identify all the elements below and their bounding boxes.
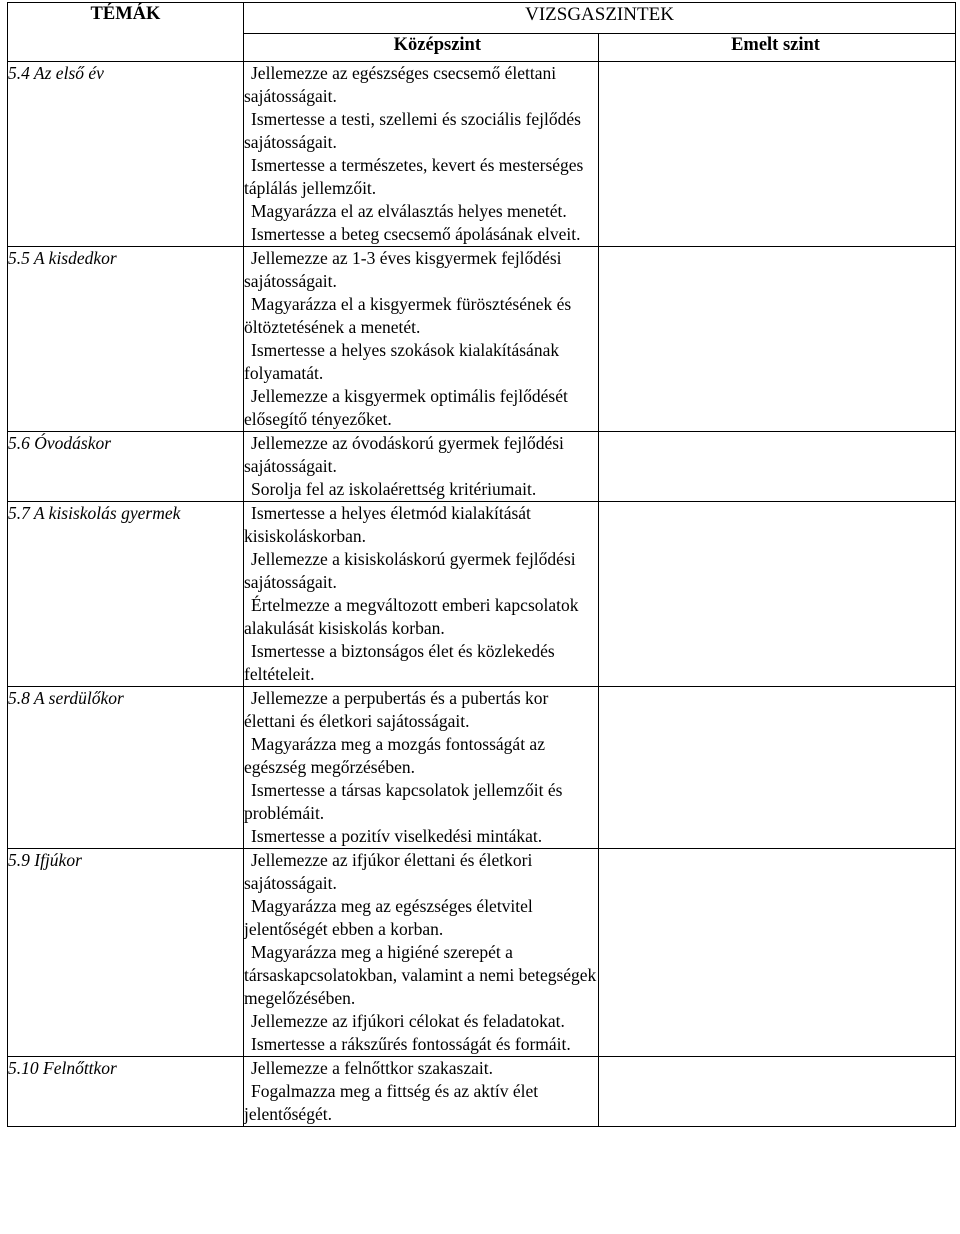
table-row [8,247,956,432]
topics-header-spacer [8,34,244,62]
middle-level-cell [244,849,599,1057]
requirement-item: Jellemezze az ifjúkori célokat és feladatokat. [251,1011,565,1031]
requirement-item: Jellemezze az 1-3 éves kisgyermek fejlődési sajátosságait. [244,248,562,291]
requirement-item: Sorolja fel az iskolaérettség kritériumait. [251,479,537,499]
advanced-level-cell [599,849,956,1057]
table-row [8,1057,956,1127]
advanced-level-cell [599,247,956,432]
requirement-item: Ismertesse a helyes szokások kialakításának folyamatát. [244,340,560,383]
topic-cell: 5.7 A kisiskolás gyermek [8,502,244,687]
requirement-item: Magyarázza meg az egészséges életvitel jelentőségét ebben a korban. [244,896,533,939]
requirement-item: Ismertesse a társas kapcsolatok jellemzőit és problémáit. [244,780,563,823]
table-row [8,687,956,849]
advanced-level-cell [599,432,956,502]
requirement-item: Ismertesse a biztonságos élet és közlekedés feltételeit. [244,641,555,684]
topic-cell: 5.9 Ifjúkor [8,849,244,1057]
topics-header: TÉMÁK [8,3,244,34]
requirement-item: Magyarázza meg a higiéné szerepét a társaskapcsolatokban, valamint a nemi betegségek megelőzésében. [244,942,597,1008]
requirement-item: Ismertesse a rákszűrés fontosságát és formáit. [251,1034,571,1054]
middle-level-cell [244,62,599,247]
advanced-level-cell [599,687,956,849]
requirement-item: Ismertesse a helyes életmód kialakítását kisiskoláskorban. [244,503,531,546]
topic-cell: 5.4 Az első év [8,62,244,247]
requirement-item: Ismertesse a természetes, kevert és mesterséges táplálás jellemzőit. [244,155,584,198]
middle-level-cell [244,687,599,849]
topic-cell: 5.10 Felnőttkor [8,1057,244,1127]
requirement-item: Értelmezze a megváltozott emberi kapcsolatok alakulását kisiskolás korban. [244,595,579,638]
middle-level-cell [244,1057,599,1127]
exam-levels-header: VIZSGASZINTEK [244,3,956,34]
requirement-item: Fogalmazza meg a fittség és az aktív élet jelentőségét. [244,1081,539,1124]
advanced-level-cell [599,1057,956,1127]
table-row [8,849,956,1057]
table-row [8,62,956,247]
requirement-item: Ismertesse a beteg csecsemő ápolásának elveit. [251,224,581,244]
table-body [8,62,956,1127]
topic-cell: 5.5 A kisdedkor [8,247,244,432]
requirement-item: Jellemezze a kisgyermek optimális fejlődését elősegítő tényezőket. [244,386,568,429]
advanced-level-cell [599,502,956,687]
requirement-item: Ismertesse a testi, szellemi és szociális fejlődés sajátosságait. [244,109,581,152]
requirement-item: Jellemezze a felnőttkor szakaszait. [251,1058,493,1078]
topic-cell: 5.6 Óvodáskor [8,432,244,502]
requirement-item: Magyarázza meg a mozgás fontosságát az egészség megőrzésében. [244,734,545,777]
table-row [8,502,956,687]
middle-level-cell [244,502,599,687]
requirement-item: Magyarázza el az elválasztás helyes menetét. [251,201,567,221]
advanced-level-header: Emelt szint [599,34,956,62]
requirement-item: Jellemezze a kisiskoláskorú gyermek fejlődési sajátosságait. [244,549,576,592]
requirement-item: Jellemezze a perpubertás és a pubertás kor élettani és életkori sajátosságait. [244,688,549,731]
requirement-item: Jellemezze az egészséges csecsemő élettani sajátosságait. [244,63,557,106]
requirement-item: Jellemezze az óvodáskorú gyermek fejlődési sajátosságait. [244,433,564,476]
middle-level-header: Középszint [244,34,599,62]
requirement-item: Magyarázza el a kisgyermek fürösztésének és öltöztetésének a menetét. [244,294,572,337]
advanced-level-cell [599,62,956,247]
table-row [8,432,956,502]
middle-level-cell [244,432,599,502]
middle-level-cell [244,247,599,432]
exam-requirements-table [7,2,956,1127]
requirement-item: Ismertesse a pozitív viselkedési mintákat. [251,826,543,846]
topic-cell: 5.8 A serdülőkor [8,687,244,849]
requirement-item: Jellemezze az ifjúkor élettani és életkori sajátosságait. [244,850,533,893]
